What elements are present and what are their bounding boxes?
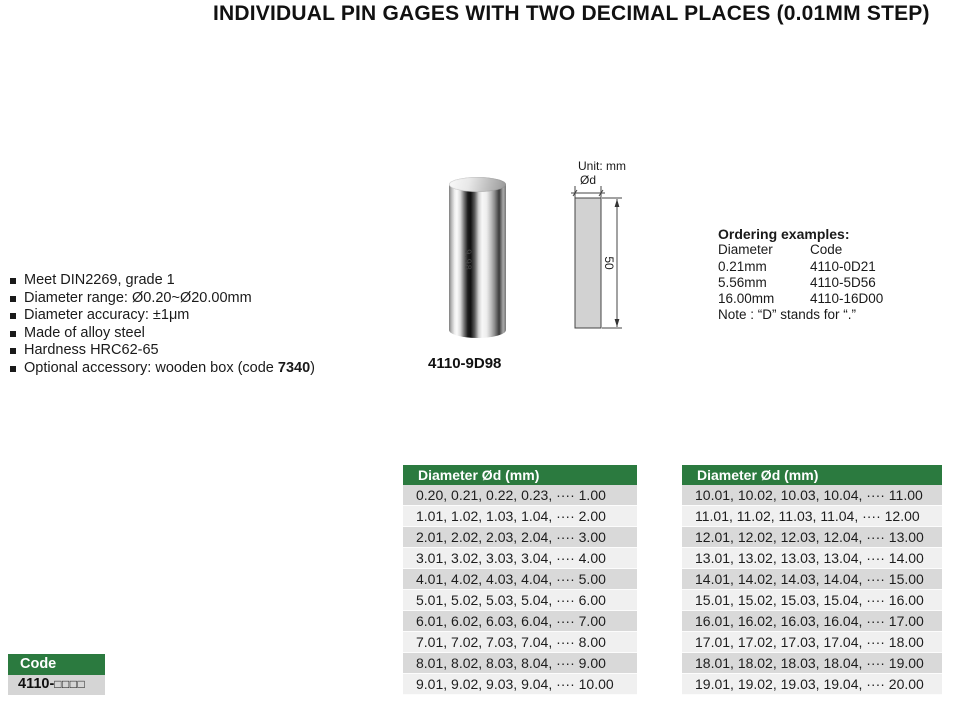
feature-list: [8, 272, 315, 377]
feature-item: [8, 325, 315, 343]
feature-item: [8, 342, 315, 360]
feature-text: Diameter accuracy: ±1μm: [24, 307, 190, 323]
table-row: 19.01, 19.02, 19.03, 19.04, ···· 20.00: [682, 674, 942, 695]
ordering-col-diameter: Diameter: [718, 242, 773, 258]
pin-gage-photo: [449, 177, 506, 338]
table-row: 15.01, 15.02, 15.03, 15.04, ···· 16.00: [682, 590, 942, 611]
bullet-square-icon: [10, 348, 16, 354]
feature-item: [8, 290, 315, 308]
table-row: 11.01, 11.02, 11.03, 11.04, ···· 12.00: [682, 506, 942, 527]
table-row: 6.01, 6.02, 6.03, 6.04, ···· 7.00: [403, 611, 637, 632]
diameter-dim-label: Ød: [579, 173, 597, 187]
table-rows: [682, 485, 942, 695]
code-box-value: [8, 675, 105, 695]
table-row: 12.01, 12.02, 12.03, 12.04, ···· 13.00: [682, 527, 942, 548]
feature-item: [8, 307, 315, 325]
table-row: 13.01, 13.02, 13.03, 13.04, ···· 14.00: [682, 548, 942, 569]
ordering-row: [718, 291, 883, 307]
pin-outline-rect: [575, 198, 601, 328]
code-box: [8, 654, 105, 695]
table-rows: [403, 485, 637, 695]
bullet-square-icon: [10, 296, 16, 302]
feature-text: Diameter range: Ø0.20~Ø20.00mm: [24, 289, 252, 306]
table-row: 4.01, 4.02, 4.03, 4.04, ···· 5.00: [403, 569, 637, 590]
table-row: 5.01, 5.02, 5.03, 5.04, ···· 6.00: [403, 590, 637, 611]
page-title: INDIVIDUAL PIN GAGES WITH TWO DECIMAL PLACES (0.01MM STEP): [213, 2, 930, 25]
feature-text: Meet DIN2269, grade 1: [24, 272, 175, 288]
code-placeholder-boxes: □□□□: [54, 677, 86, 691]
feature-item: [8, 360, 315, 378]
ordering-row: [718, 259, 883, 275]
pin-engraving: 9.98: [462, 249, 473, 271]
dimension-drawing: [563, 156, 653, 336]
bullet-square-icon: [10, 313, 16, 319]
diameter-table-1: [403, 465, 637, 695]
table-row: 17.01, 17.02, 17.03, 17.04, ···· 18.00: [682, 632, 942, 653]
product-code-caption: 4110-9D98: [428, 355, 502, 372]
ordering-note: Note : “D” stands for “.”: [718, 307, 857, 323]
ordering-diameter: 0.21mm: [718, 258, 767, 274]
pin-body: [449, 184, 506, 338]
table-row: 7.01, 7.02, 7.03, 7.04, ···· 8.00: [403, 632, 637, 653]
ordering-examples: [718, 226, 883, 324]
ordering-diameter: 16.00mm: [718, 291, 775, 307]
ordering-column-header: [718, 242, 883, 258]
bullet-square-icon: [10, 331, 16, 337]
bullet-square-icon: [10, 278, 16, 284]
feature-text: Hardness HRC62-65: [24, 342, 159, 358]
table-row: 10.01, 10.02, 10.03, 10.04, ···· 11.00: [682, 485, 942, 506]
feature-text: Made of alloy steel: [24, 324, 145, 341]
ordering-code: 4110-5D56: [810, 274, 876, 290]
bullet-square-icon: [10, 366, 16, 372]
ordering-code: 4110-0D21: [810, 258, 876, 274]
ordering-row: [718, 275, 883, 291]
table-row: 9.01, 9.02, 9.03, 9.04, ···· 10.00: [403, 674, 637, 695]
table-row: 1.01, 1.02, 1.03, 1.04, ···· 2.00: [403, 506, 637, 527]
ordering-code: 4110-16D00: [810, 291, 884, 307]
code-box-header: Code: [8, 654, 105, 675]
table-header: Diameter Ød (mm): [403, 465, 637, 485]
arrowhead-up-icon: [615, 199, 620, 207]
table-row: 14.01, 14.02, 14.03, 14.04, ···· 15.00: [682, 569, 942, 590]
arrowhead-down-icon: [615, 319, 620, 327]
ordering-heading: Ordering examples:: [718, 226, 850, 242]
unit-label: Unit: mm: [578, 159, 626, 173]
table-row: 2.01, 2.02, 2.03, 2.04, ···· 3.00: [403, 527, 637, 548]
table-header: Diameter Ød (mm): [682, 465, 942, 485]
ordering-diameter: 5.56mm: [718, 274, 767, 290]
length-dim-label: 50: [602, 256, 616, 270]
table-row: 8.01, 8.02, 8.03, 8.04, ···· 9.00: [403, 653, 637, 674]
table-row: 3.01, 3.02, 3.03, 3.04, ···· 4.00: [403, 548, 637, 569]
feature-text: Optional accessory: wooden box (code 7340): [24, 359, 316, 376]
pin-top-cap: [449, 177, 506, 192]
code-prefix: 4110-: [18, 676, 55, 692]
ordering-col-code: Code: [810, 242, 843, 258]
feature-item: [8, 272, 315, 290]
diameter-table-2: [682, 465, 942, 695]
table-row: 18.01, 18.02, 18.03, 18.04, ···· 19.00: [682, 653, 942, 674]
table-row: 0.20, 0.21, 0.22, 0.23, ···· 1.00: [403, 485, 637, 506]
table-row: 16.01, 16.02, 16.03, 16.04, ···· 17.00: [682, 611, 942, 632]
